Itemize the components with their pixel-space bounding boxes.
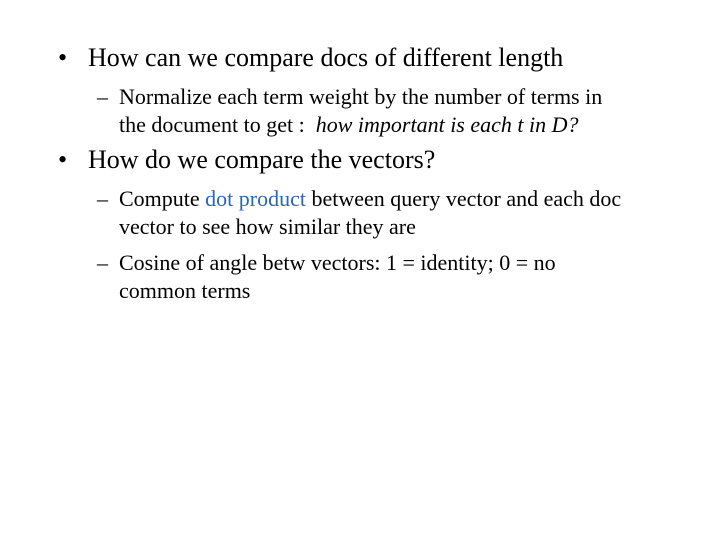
subpoint-suffix: between query vector and each doc vector to see how similar they are: [119, 186, 622, 239]
subpoint-text: [119, 185, 657, 241]
dash-symbol: –: [97, 186, 108, 211]
bullet-text: How can we compare docs of different length: [88, 43, 564, 72]
bullet-compare-docs: [58, 43, 563, 73]
subpoint-text: Cosine of angle betw vectors: 1 = identity; 0 = no common terms: [119, 250, 556, 303]
subpoint-dot-product: [97, 185, 657, 241]
subpoint-line-2-italic: how important is each t in D?: [315, 112, 579, 137]
subpoint-line-2-prefix: the document to get :: [119, 112, 316, 137]
subpoint-normalize: [97, 83, 697, 139]
subpoint-prefix: Compute: [119, 186, 206, 211]
subpoint-text: [119, 83, 697, 139]
dash-symbol: –: [97, 250, 108, 275]
bullet-text: How do we compare the vectors?: [88, 145, 436, 174]
bullet-symbol: •: [58, 43, 68, 72]
subpoint-cosine: [97, 249, 617, 305]
subpoint-line-1: Normalize each term weight by the number of terms in: [119, 84, 603, 109]
dot-product-term: dot product: [205, 186, 306, 211]
bullet-compare-vectors: [58, 145, 435, 175]
bullet-symbol: •: [58, 145, 68, 174]
dash-symbol: –: [97, 84, 108, 109]
